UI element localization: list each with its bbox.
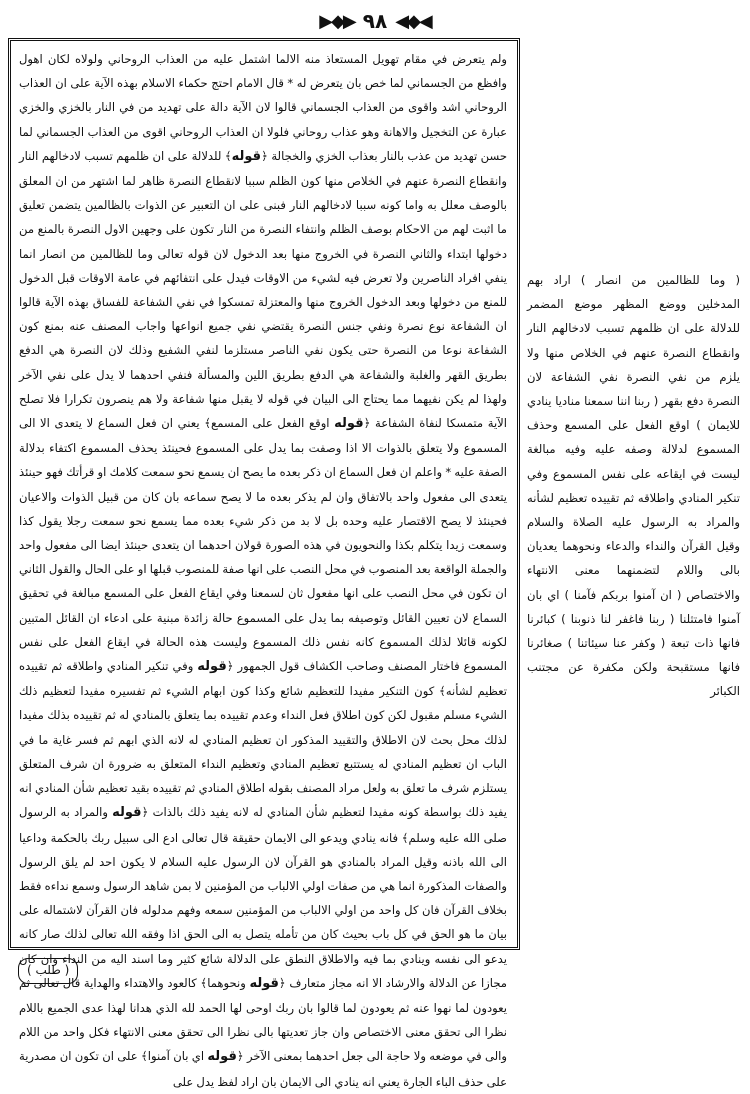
quoted-phrase: وفي تنكير المنادي واطلاقه ثم تقييده تعظيم لشأنه [19, 659, 507, 699]
section-label: قوله [249, 975, 279, 991]
main-commentary-text: ولم يتعرض في مقام تهويل المستعاذ منه الالما اشتمل عليه من العذاب الروحاني ولولاه لكان اهول وافظع من الجسماني لما خص بان يتعرض له * قال الامام احتج حكماء الاسلام بهذه الآية على ان العذاب الروحاني اشد واقوى من العذاب الجسماني قالوا لان الآية دالة على تهديد من في النار بالخزي والخزي عبارة عن التخجيل والاهانة وهو عذاب روحاني فلولا ان العذاب الروحاني اقوى من العذاب الجسماني لما حسن تهديد من عذب بالنار بعذاب الخزي والخجالة ﴿قوله﴾ للدلالة على ان ظلمهم تسبب لادخالهم النار وانقطاع النصرة عنهم في الخلاص منها كون الظلم سببا لانقطاع النصرة ظاهر لما اشتهر من ان المعلق بالوصف معلل به واما كونه سببا لادخالهم النار فبنى على ان التعبير عن الذوات بالظالمين يتضمن تعليق ما اثبت لهم من الاحكام بوصف الظلم وانتفاء النصرة من النار تكون على وجهين الاول النصرة بالمنع من دخولها ابتداء والثاني النصرة في الخروج منها بعد الدخول لان قوله تعالى وما للظالمين من انصار انما ينفي افراد الناصرين ولا تعرض فيه لشيء من الاوقات فيدل على انتفائهم في عامة الاوقات قبل الدخول للمنع من دخولها وبعد الدخول الخروج منها والمعتزلة تمسكوا في نفي الشفاعة للفساق بهذه الآية قالوا ان الشفاعة نوع نصرة ونفي جنس النصرة يقتضي نفي جميع انواعها واجاب المصنف عنه بمنع كون الشفاعة نوعا من النصرة حتى يكون نفي الناصر مستلزما لنفي الشفيع وذلك لان النصرة هي الدفع بطريق القهر والغلبة والشفاعة هي الدفع بطريق اللين والمسألة فنفي احدهما لا يدل على نفي الآخر ولهذا لم يكن نفيهما مما يحتاج الى البيان في قوله لا يقبل منها شفاعة ولا هم ينصرون تكرارا فلا تصلح الآية متمسكا لنفاة الشفاعة ﴿قوله اوقع الفعل على المسمع﴾ يعني ان فعل السماع لا يتعدى الا الى المسموع ولا يتعلق بالذوات الا اذا وصفت بما يدل على المسموع فحينئذ يحذف المسموع اكتفاء بدلالة الصفة عليه * واعلم ان فعل السماع ان ذكر بعده ما يصح ان يسمع نحو سمعت كلامك او قرأتك فهو حينئذ يتعدى الى مفعول واحد بالاتفاق وان لم يذكر بعده ما لا يصح سماعه بان كان من قبيل الذوات والاعيان فحينئذ لا يصح الاقتصار عليه وحده بل لا بد من ذكر شيء بعده مما يسمع نحو سمعت رجلا يقول كذا وسمعت زيدا يتكلم بكذا والنحويون في هذه الصورة قولان احدهما ان يتعدى حينئذ ايضا الى مفعول واحد والجملة الواقعة بعد المنصوب في محل النصب على انها صفة للمنصوب قبلها او على الحال والقول الثاني ان تكون في محل النصب على انها مفعول ثان لسمعنا وفي ايقاع الفعل على المسمع مبالغة في تحقيق السماع لان تعيين القائل وتوصيفه بما يدل على المسموع حالة زائدة مبنية على ادعاء ان القائل المتبين لكونه قائلا لذلك المسموع كانه نفس ذلك المسموع وليست هذه الحالة في ايقاع الفعل على نفس المسموع فاختار المصنف وصاحب الكشاف قول الجمهور ﴿قوله وفي تنكير المنادي واطلاقه ثم تقييده تعظيم لشأنه﴾ كون التنكير مفيدا للتعظيم شائع وكذا كون ابهام الشيء ثم تفسيره مفيدا لتعظيم ذلك الشيء مسلم مقبول لكن كون اطلاق فعل النداء وعدم تقييده بما يتعلق بالمنادي له ثم تقييده بذلك مفيدا لذلك محل بحث لان الاطلاق والتقييد المذكور ان تعظيم المنادي له لانه الذي ابهم ثم فسر غاية ما في الباب ان تعظيم المنادي له يستتبع تعظيم المنادي وتعظيم النداء المتعلق به ضرورة ان شرف المتعلق يستلزم شرف ما تعلق به ولعل مراد المصنف بقوله اطلاق المنادي ثم تقييده بقيد تعظيم شأن المنادي انه يفيد ذلك بواسطة كونه مفيدا لتعظيم شأن المنادي له لانه يفيد ذلك بالذات ﴿قوله والمراد به الرسول صلى الله عليه وسلم﴾ فانه ينادي ويدعو الى الايمان حقيقة قال تعالى ادع الى سبيل ربك بالحكمة وداعيا الى الله باذنه وقيل المراد بالمنادي هو القرآن لان الرسول عليه السلام لا يكون احد لم يلق الرسول والصفات المذكورة انما هي من صفات اولي الالباب من المؤمنين لا بمن شاهد الرسول وسمع نداءه فقط بخلاف القرآن فان كل واحد من اولي الالباب من المؤمنين سمعه وفهم مدلوله فان القرآن لاشتماله على بيان ما هو الحق في كل باب بحيث كان من تأمله يتصل به الى الحق اذا وفقه الله تعالى لذلك صار كانه يدعو الى نفسه وينادي بما فيه والاطلاق النطق على الدلالة شائع كثير وما اسند اليه من النداء وان كان مجازا عن الدلالة والارشاد الا انه مجاز متعارف ﴿قوله ونحوهما﴾ كالعود والاهتداء والهداية قال تعالى ثم يعودون لما نهوا عنه ثم يعودون لما قالوا بان ربك اوحى لها الحمد لله الذي هدانا لهذا عدى الجميع باللام نظرا الى تحقق معنى الاختصاص وان جاز تعديتها بالى نظرا الى تحقق معنى الانتهاء فكل واحد من اللام والى في موضعه ولا حاجة الى جعل احدهما بمعنى الآخر ﴿قوله اي بان آمنوا﴾ على ان تكون ان مصدرية على حذف الباء الجارة يعني انه ينادي الى الايمان بان اراد لفظ يدل على [19, 52, 508, 1089]
quoted-phrase: والمراد به الرسول صلى الله عليه وسلم [19, 805, 507, 845]
quoted-phrase: اوقع الفعل على المسمع [211, 416, 330, 431]
commentary-segment: كون التنكير مفيدا للتعظيم شائع وكذا كون ابهام الشيء ثم تفسيره مفيدا لتعظيم ذلك الشيء مسلم مقبول لكن كون اطلاق فعل النداء وعدم تقييده بما يتعلق بالمنادي له ثم تقييده بذلك مفيدا لذلك محل بحث لان الاطلاق والتقييد المذكور ان تعظيم المنادي له لانه الذي ابهم ثم فسر غاية ما في الباب ان تعظيم المنادي له يستتبع تعظيم المنادي وتعظيم النداء المتعلق به ضرورة ان شرف المتعلق يستلزم شرف ما تعلق به ولعل مراد المصنف بقوله اطلاق المنادي ثم تقييده بقيد تعظيم شأن المنادي انه يفيد ذلك بواسطة كونه مفيدا لتعظيم شأن المنادي له لانه يفيد ذلك بالذات [19, 684, 507, 820]
section-label: قوله [112, 805, 142, 821]
quoted-phrase: ونحوهما [207, 975, 246, 990]
commentary-segment: فانه ينادي ويدعو الى الايمان حقيقة قال تعالى ادع الى سبيل ربك بالحكمة وداعيا الى الله باذنه وقيل المراد بالمنادي هو القرآن لان الرسول عليه السلام لا يكون احد لم يلق الرسول والصفات المذكورة انما هي من صفات اولي الالباب من المؤمنين لا بمن شاهد الرسول وسمع نداءه فقط بخلاف القرآن فان كل واحد من اولي الالباب من المؤمنين سمعه وفهم مدلوله فان القرآن لاشتماله على بيان ما هو الحق في كل باب بحيث كان من تأمله يتصل به الى الحق اذا وفقه الله تعالى لذلك صار كانه يدعو الى نفسه وينادي بما فيه والاطلاق النطق على الدلالة شائع كثير وما اسند اليه من النداء وان كان مجازا عن الدلالة والارشاد الا انه مجاز متعارف [19, 830, 508, 990]
section-label: قوله [197, 659, 227, 675]
commentary-segment: للدلالة على ان ظلمهم تسبب لادخالهم النار وانقطاع النصرة عنهم في الخلاص منها كون الظلم سببا لانقطاع النصرة ظاهر لما اشتهر من ان المعلق بالوصف معلل به واما كونه سببا لادخالهم النار فبنى على ان التعبير عن الذوات بالظالمين يتضمن تعليق ما اثبت لهم من الاحكام بوصف الظلم وانتفاء النصرة من النار تكون على وجهين الاول النصرة بالمنع من دخولها ابتداء والثاني النصرة في الخروج منها بعد الدخول لان قوله تعالى وما للظالمين من انصار انما ينفي افراد الناصرين ولا تعرض فيه لشيء من الاوقات فيدل على انتفائهم في عامة الاوقات قبل الدخول للمنع من دخولها وبعد الدخول الخروج منها والمعتزلة تمسكوا في نفي الشفاعة للفساق بهذه الآية قالوا ان الشفاعة نوع نصرة ونفي جنس النصرة يقتضي نفي جميع انواعها واجاب المصنف عنه بمنع كون الشفاعة نوعا من النصرة حتى يكون نفي الناصر مستلزما لنفي الشفيع وذلك لان النصرة هي الدفع بطريق القهر والغلبة والشفاعة هي الدفع بطريق اللين والمسألة فنفي احدهما لا يدل على نفي الآخر ولهذا لم يكن نفيهما مما يحتاج الى البيان في قوله لا يقبل منها شفاعة ولا هم ينصرون تكرارا فلا تصلح الآية متمسكا لنفاة الشفاعة [19, 148, 508, 431]
commentary-segment: كالعود والاهتداء والهداية قال تعالى ثم يعودون لما نهوا عنه ثم يعودون لما قالوا بان ربك اوحى لها الحمد لله الذي هدانا لهذا عدى الجميع باللام نظرا الى تحقق معنى الاختصاص وان جاز تعديتها بالى نظرا الى تحقق معنى الانتهاء فكل واحد من اللام والى في موضعه ولا حاجة الى جعل احدهما بمعنى الآخر [19, 975, 507, 1064]
catchword: ( طلب ) [18, 958, 78, 984]
page-header [0, 6, 750, 36]
section-label: قوله [231, 148, 262, 164]
ornament-right: ◀◆◀ [395, 10, 431, 32]
ornament-left: ▶◆▶ [319, 10, 355, 32]
margin-tafsir-text: ( وما للظالمين من انصار ) اراد بهم المدخلين ووضع المظهر موضع المضمر للدلالة على ان ظلمهم تسبب لادخالهم النار وانقطاع النصرة عنهم في الخلاص منها ولا يلزم من نفي النصرة نفي الشفاعة لان النصرة دفع بقهر ( ربنا اننا سمعنا مناديا ينادي للايمان ) اوقع الفعل على المسمع وحذف المسموع لدلالة وصفه عليه وفيه مبالغة ليست في ايقاعه على نفس المسموع وفي تنكير المنادي واطلاقه ثم تقييده تعظيم لشأنه والمراد به الرسول عليه الصلاة والسلام وقيل القرآن والنداء والدعاء ونحوهما يعديان بالى واللام لتضمنهما معنى الانتهاء والاختصاص ( ان آمنوا بربكم فآمنا ) اي بان آمنوا فامتثلنا ( ربنا فاغفر لنا ذنوبنا ) كبائرنا فانها ذات تبعة ( وكفر عنا سيئاتنا ) صغائرنا فانها مستقبحة ولكن مكفرة عن مجتنب الكبائر [527, 273, 740, 699]
commentary-segment: على ان تكون ان مصدرية على حذف الباء الجارة يعني انه ينادي الى الايمان بان اراد لفظ يدل على [19, 1049, 507, 1089]
section-label: قوله [334, 416, 364, 432]
section-label: قوله [207, 1049, 237, 1065]
quoted-phrase: اي بان آمنوا [147, 1049, 205, 1064]
commentary-segment: ولم يتعرض في مقام تهويل المستعاذ منه الالما اشتمل عليه من العذاب الروحاني ولولاه لكان اهول وافظع من الجسماني لما خص بان يتعرض له * قال الامام احتج حكماء الاسلام بهذه الآية على ان العذاب الروحاني اشد واقوى من العذاب الجسماني قالوا لان الآية دالة على تهديد من في النار بالخزي والخزي عبارة عن التخجيل والاهانة وهو عذاب روحاني فلولا ان العذاب الروحاني اقوى من العذاب الجسماني لما حسن تهديد من عذب بالنار بعذاب الخزي والخجالة [19, 52, 507, 163]
commentary-segment: يعني ان فعل السماع لا يتعدى الا الى المسموع ولا يتعلق بالذوات الا اذا وصفت بما يدل على المسموع فحينئذ يحذف المسموع اكتفاء بدلالة الصفة عليه * واعلم ان فعل السماع ان ذكر بعده ما يصح ان يسمع نحو سمعت كلامك او قرأتك فهو حينئذ يتعدى الى مفعول واحد بالاتفاق وان لم يذكر بعده ما لا يصح سماعه بان كان من قبيل الذوات والاعيان فحينئذ لا يصح الاقتصار عليه وحده بل لا بد من ذكر شيء بعده مما يسمع نحو سمعت رجلا يقول كذا وسمعت زيدا يتكلم بكذا والنحويون في هذه الصورة قولان احدهما ان يتعدى حينئذ ايضا الى مفعول واحد والجملة الواقعة بعد المنصوب في محل النصب على انها صفة للمنصوب قبلها او على الحال والقول الثاني ان تكون في محل النصب على انها مفعول ثان لسمعنا وفي ايقاع الفعل على المسمع مبالغة في تحقيق السماع لان تعيين القائل وتوصيفه بما يدل على المسموع حالة زائدة مبنية على ادعاء ان القائل المتبين لكونه قائلا لذلك المسموع كانه نفس ذلك المسموع وليست هذه الحالة في ايقاع الفعل على نفس المسموع فاختار المصنف وصاحب الكشاف قول الجمهور [19, 416, 507, 674]
page-number: ٩٨ [362, 9, 388, 33]
